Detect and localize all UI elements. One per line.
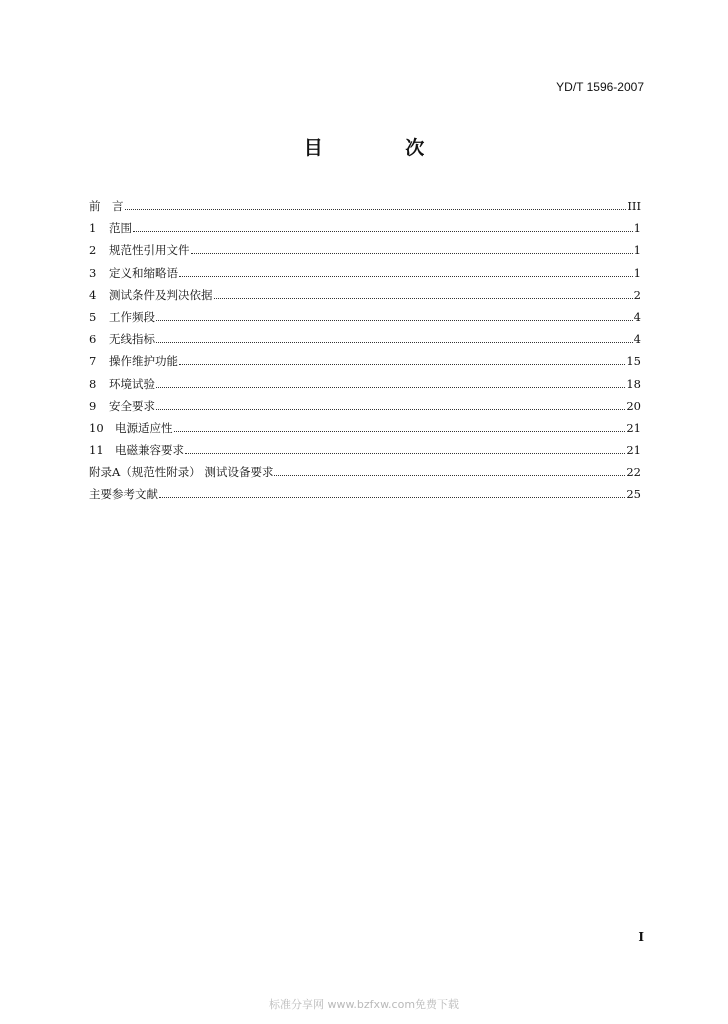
toc-entry-page: 2 — [633, 287, 641, 302]
toc-leader-dots — [159, 496, 625, 498]
toc-leader-dots — [156, 386, 625, 388]
toc-leader-dots — [156, 319, 633, 321]
toc-entry[interactable] — [89, 262, 641, 284]
toc-entry-label: 电源适应性 — [115, 420, 173, 435]
toc-entry-number: 4 — [89, 287, 97, 302]
toc-entry-number: 11 — [89, 443, 104, 458]
toc-entry-label: 电磁兼容要求 — [115, 443, 184, 458]
toc-entry-number: 10 — [89, 420, 104, 435]
toc-entry-number: 5 — [89, 309, 97, 324]
toc-entry-page: 20 — [626, 398, 641, 413]
toc-entry-page: III — [627, 199, 641, 213]
standard-number: YD/T 1596-2007 — [556, 80, 644, 94]
table-of-contents — [89, 195, 641, 506]
toc-leader-dots — [274, 474, 625, 476]
page-title: 目 次 — [303, 137, 463, 159]
toc-entry-page: 22 — [626, 465, 641, 480]
toc-entry[interactable] — [89, 483, 641, 505]
toc-entry-number: 8 — [89, 376, 97, 391]
toc-leader-dots — [214, 297, 633, 299]
toc-entry-number: 9 — [89, 398, 97, 413]
toc-entry-page: 4 — [633, 309, 641, 324]
toc-leader-dots — [133, 230, 633, 232]
toc-entry-label: 定义和缩略语 — [109, 265, 178, 280]
toc-entry-page: 4 — [633, 332, 641, 347]
toc-entry-page: 1 — [633, 221, 641, 236]
toc-entry-number: 3 — [89, 265, 97, 280]
toc-entry[interactable] — [89, 328, 641, 350]
toc-entry-number: 6 — [89, 332, 97, 347]
toc-entry-label: 前 言 — [89, 199, 124, 213]
toc-entry[interactable] — [89, 439, 641, 461]
toc-leader-dots — [191, 252, 633, 254]
toc-entry-page: 21 — [626, 443, 641, 458]
toc-entry[interactable] — [89, 195, 641, 217]
toc-entry[interactable] — [89, 395, 641, 417]
toc-entry-label: 环境试验 — [109, 376, 155, 391]
toc-leader-dots — [179, 363, 625, 365]
toc-entry[interactable] — [89, 306, 641, 328]
toc-entry-page: 1 — [633, 265, 641, 280]
toc-entry-number: 2 — [89, 243, 97, 258]
toc-entry-label: 范围 — [109, 221, 132, 236]
toc-entry-label: 安全要求 — [109, 398, 155, 413]
toc-entry[interactable] — [89, 461, 641, 483]
toc-entry[interactable] — [89, 350, 641, 372]
toc-leader-dots — [179, 275, 633, 277]
toc-entry-number: 7 — [89, 354, 97, 369]
page-number: I — [638, 930, 644, 944]
toc-entry-page: 21 — [626, 420, 641, 435]
toc-entry-page: 1 — [633, 243, 641, 258]
toc-entry[interactable] — [89, 239, 641, 261]
toc-leader-dots — [174, 430, 626, 432]
toc-leader-dots — [125, 208, 627, 210]
toc-entry-label: 测试条件及判决依据 — [109, 287, 213, 302]
toc-entry[interactable] — [89, 417, 641, 439]
toc-entry-page: 25 — [626, 487, 641, 502]
toc-entry-label: 操作维护功能 — [109, 354, 178, 369]
toc-entry-label: 附录A（规范性附录） 测试设备要求 — [89, 465, 274, 480]
toc-entry-label: 主要参考文献 — [89, 487, 158, 502]
toc-entry-page: 18 — [626, 376, 641, 391]
toc-leader-dots — [156, 341, 633, 343]
footer-watermark: 标准分享网 www.bzfxw.com免费下载 — [268, 998, 460, 1011]
toc-entry-label: 工作频段 — [109, 309, 155, 324]
toc-entry-number: 1 — [89, 221, 97, 236]
toc-entry-page: 15 — [626, 354, 641, 369]
toc-entry-label: 无线指标 — [109, 332, 155, 347]
toc-entry[interactable] — [89, 284, 641, 306]
toc-leader-dots — [156, 408, 625, 410]
toc-entry-label: 规范性引用文件 — [109, 243, 190, 258]
toc-entry[interactable] — [89, 373, 641, 395]
toc-entry[interactable] — [89, 217, 641, 239]
toc-leader-dots — [185, 452, 625, 454]
